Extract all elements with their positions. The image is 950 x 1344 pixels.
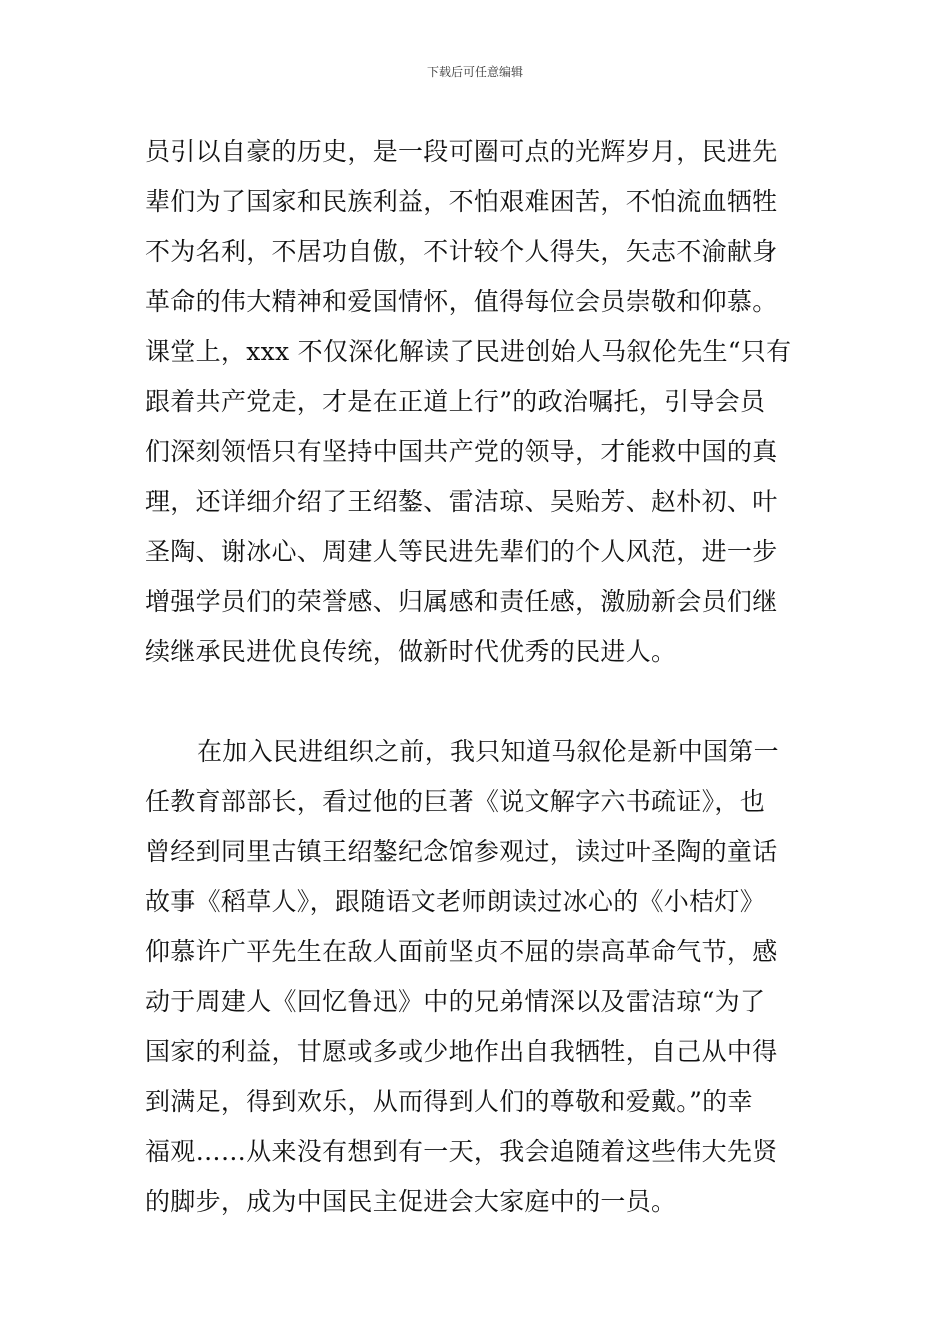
text-line: 们深刻领悟只有坚持中国共产党的领导，才能救中国的真: [145, 437, 778, 466]
text-line: 故事《稻草人》，跟随语文老师朗读过冰心的《小桔灯》: [145, 887, 766, 916]
page-header-note: 下载后可任意编辑: [426, 65, 523, 79]
text-line: 革命的伟大精神和爱国情怀，值得每位会员崇敬和仰慕。: [145, 287, 778, 316]
text-line: 辈们为了国家和民族利益，不怕艰难困苦，不怕流血牺牲: [145, 187, 778, 216]
paragraph-1: [145, 127, 810, 677]
text-line: 理，还详细介绍了王绍鏊、雷洁琼、吴贻芳、赵朴初、叶: [145, 487, 778, 516]
text-line: 的脚步，成为中国民主促进会大家庭中的一员。: [145, 1187, 677, 1216]
document-body: [145, 127, 810, 1227]
text-line: 在加入民进组织之前，我只知道马叙伦是新中国第一: [197, 737, 779, 766]
text-line: 跟着共产党走，才是在正道上行”的政治嘱托，引导会员: [145, 387, 766, 416]
text-line: 员引以自豪的历史，是一段可圈可点的光辉岁月，民进先: [145, 137, 778, 166]
text-line: 圣陶、谢冰心、周建人等民进先辈们的个人风范，进一步: [145, 537, 778, 566]
paragraph-2: [145, 727, 810, 1227]
text-line: 到满足，得到欢乐，从而得到人们的尊敬和爱戴。”的幸: [145, 1087, 753, 1116]
text-line: 福观……从来没有想到有一天，我会追随着这些伟大先贤: [145, 1137, 778, 1166]
text-line: 曾经到同里古镇王绍鏊纪念馆参观过，读过叶圣陶的童话: [145, 837, 778, 866]
text-line: 任教育部部长，看过他的巨著《说文解字六书疏证》，也: [145, 787, 766, 816]
text-line: 增强学员们的荣誉感、归属感和责任感，激励新会员们继: [145, 587, 778, 616]
text-line: 国家的利益，甘愿或多或少地作出自我牺牲，自己从中得: [145, 1037, 778, 1066]
text-line: 动于周建人《回忆鲁迅》中的兄弟情深以及雷洁琼“为了: [145, 987, 766, 1016]
text-line: 课堂上，xxx 不仅深化解读了民进创始人马叙伦先生“只有: [145, 337, 792, 366]
text-line: 不为名利，不居功自傲，不计较个人得失，矢志不渝献身: [145, 237, 778, 266]
text-line: 续继承民进优良传统，做新时代优秀的民进人。: [145, 637, 677, 666]
text-line: 仰慕许广平先生在敌人面前坚贞不屈的崇高革命气节，感: [145, 937, 778, 966]
paragraph-spacer: [145, 677, 810, 727]
